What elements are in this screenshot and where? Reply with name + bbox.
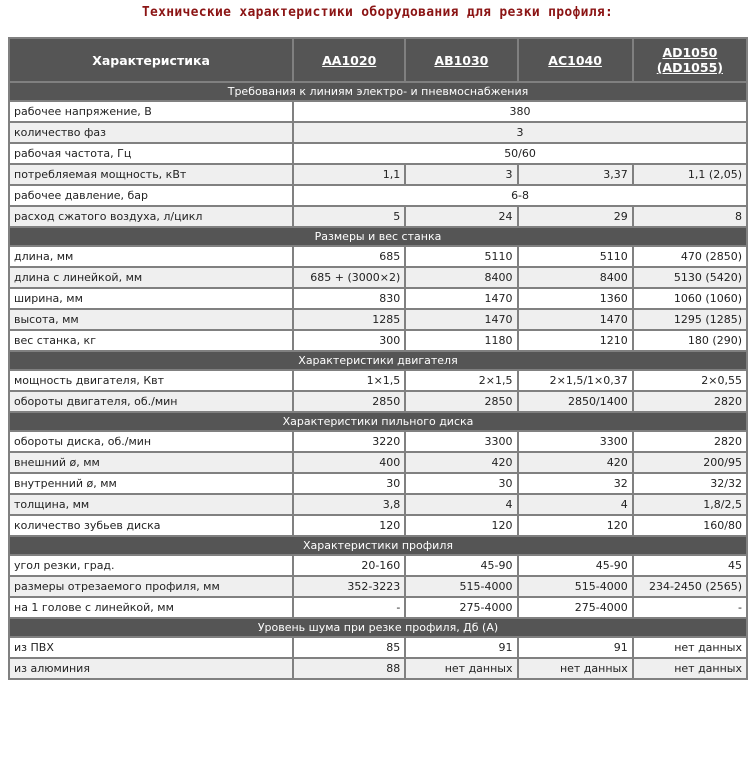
row-label: из ПВХ [10,638,292,657]
table-row [10,268,746,287]
section-header-row [10,537,746,554]
row-label: потребляемая мощность, кВт [10,165,292,184]
section-header-row [10,413,746,430]
table-header-row [10,39,746,81]
row-value-cell: 32/32 [634,474,746,493]
row-value-cell: 20-160 [294,556,404,575]
row-value-cell: 515-4000 [406,577,516,596]
table-row [10,247,746,266]
row-value-cell: 45-90 [519,556,632,575]
row-label: расход сжатого воздуха, л/цикл [10,207,292,226]
row-label: внешний ø, мм [10,453,292,472]
row-value-cell: 1,8/2,5 [634,495,746,514]
row-value-cell: 1295 (1285) [634,310,746,329]
table-row [10,165,746,184]
row-value-cell: 685 [294,247,404,266]
row-value-cell: - [294,598,404,617]
row-value-cell: 1285 [294,310,404,329]
row-label: на 1 голове с линейкой, мм [10,598,292,617]
row-value-cell: 5 [294,207,404,226]
row-value-cell: 3,8 [294,495,404,514]
row-label: вес станка, кг [10,331,292,350]
row-value-cell: 420 [519,453,632,472]
row-value-cell: 1470 [406,289,516,308]
table-row [10,207,746,226]
row-value-cell: 470 (2850) [634,247,746,266]
header-model-ad1050[interactable] [634,39,746,81]
spec-table-body [10,83,746,678]
section-title: Характеристики пильного диска [10,413,746,430]
header-model-ab1030[interactable]: AB1030 [406,39,516,81]
row-label: количество зубьев диска [10,516,292,535]
table-row [10,598,746,617]
row-value-cell: 91 [519,638,632,657]
row-value-cell: 30 [294,474,404,493]
section-title: Требования к линиям электро- и пневмоснабжения [10,83,746,100]
table-row [10,516,746,535]
section-header-row [10,352,746,369]
row-value-cell: 5110 [519,247,632,266]
row-value-cell: 120 [406,516,516,535]
row-value-cell: 275-4000 [519,598,632,617]
row-value-cell: 2×1,5/1×0,37 [519,371,632,390]
row-label: мощность двигателя, Квт [10,371,292,390]
row-value-cell: 830 [294,289,404,308]
row-value-cell: 1470 [519,310,632,329]
row-label: рабочее давление, бар [10,186,292,205]
section-header-row [10,619,746,636]
row-value-cell: 275-4000 [406,598,516,617]
table-row [10,638,746,657]
row-value-cell: 2820 [634,432,746,451]
table-row [10,495,746,514]
row-value-cell: 180 (290) [634,331,746,350]
table-row [10,392,746,411]
row-value-cell: нет данных [406,659,516,678]
row-value-cell: 200/95 [634,453,746,472]
row-value-cell: 1,1 [294,165,404,184]
table-row [10,453,746,472]
row-value-cell: 45-90 [406,556,516,575]
row-value-cell: 1180 [406,331,516,350]
table-row [10,310,746,329]
row-value-cell: 3 [406,165,516,184]
row-label: длина с линейкой, мм [10,268,292,287]
row-value-cell: - [634,598,746,617]
row-value-cell: 8400 [519,268,632,287]
row-value-cell: 400 [294,453,404,472]
row-value-cell: 3,37 [519,165,632,184]
row-merged-value: 6-8 [294,186,746,205]
spec-table [8,37,748,680]
row-value-cell: 8400 [406,268,516,287]
row-merged-value: 50/60 [294,144,746,163]
table-row [10,331,746,350]
row-label: размеры отрезаемого профиля, мм [10,577,292,596]
header-characteristic: Характеристика [10,39,292,81]
table-row [10,432,746,451]
row-label: внутренний ø, мм [10,474,292,493]
row-merged-value: 3 [294,123,746,142]
row-value-cell: 420 [406,453,516,472]
row-value-cell: нет данных [519,659,632,678]
section-title: Характеристики двигателя [10,352,746,369]
row-value-cell: 45 [634,556,746,575]
table-row [10,123,746,142]
row-value-cell: 3300 [519,432,632,451]
row-value-cell: 1060 (1060) [634,289,746,308]
row-value-cell: 4 [406,495,516,514]
row-label: рабочее напряжение, В [10,102,292,121]
row-value-cell: 24 [406,207,516,226]
row-value-cell: 2850 [406,392,516,411]
row-value-cell: 234-2450 (2565) [634,577,746,596]
section-header-row [10,228,746,245]
header-model-ad1050-line2[interactable]: (AD1055) [656,60,723,75]
table-row [10,577,746,596]
row-value-cell: нет данных [634,638,746,657]
row-value-cell: 8 [634,207,746,226]
header-model-aa1020[interactable]: AA1020 [294,39,404,81]
row-value-cell: 30 [406,474,516,493]
row-value-cell: 3220 [294,432,404,451]
row-label: из алюминия [10,659,292,678]
row-value-cell: 1,1 (2,05) [634,165,746,184]
table-row [10,144,746,163]
row-label: обороты диска, об./мин [10,432,292,451]
row-label: угол резки, град. [10,556,292,575]
row-value-cell: 1×1,5 [294,371,404,390]
table-row [10,474,746,493]
row-value-cell: 2×1,5 [406,371,516,390]
row-value-cell: 29 [519,207,632,226]
row-value-cell: 32 [519,474,632,493]
table-row [10,659,746,678]
row-value-cell: 85 [294,638,404,657]
row-value-cell: 4 [519,495,632,514]
table-row [10,186,746,205]
row-value-cell: нет данных [634,659,746,678]
row-value-cell: 1210 [519,331,632,350]
row-value-cell: 1360 [519,289,632,308]
row-value-cell: 120 [519,516,632,535]
section-title: Уровень шума при резке профиля, Дб (А) [10,619,746,636]
row-value-cell: 120 [294,516,404,535]
row-label: ширина, мм [10,289,292,308]
row-label: высота, мм [10,310,292,329]
row-value-cell: 3300 [406,432,516,451]
row-value-cell: 515-4000 [519,577,632,596]
header-model-ad1050-line1[interactable]: AD1050 [662,45,718,60]
table-row [10,556,746,575]
row-value-cell: 160/80 [634,516,746,535]
row-value-cell: 1470 [406,310,516,329]
row-label: количество фаз [10,123,292,142]
table-row [10,289,746,308]
row-value-cell: 2×0,55 [634,371,746,390]
row-label: длина, мм [10,247,292,266]
row-label: толщина, мм [10,495,292,514]
section-title: Характеристики профиля [10,537,746,554]
header-model-ac1040[interactable]: AC1040 [519,39,632,81]
section-header-row [10,83,746,100]
table-row [10,371,746,390]
row-label: обороты двигателя, об./мин [10,392,292,411]
page-title: Технические характеристики оборудования для резки профиля: [141,5,614,20]
row-value-cell: 5110 [406,247,516,266]
row-value-cell: 2820 [634,392,746,411]
row-label: рабочая частота, Гц [10,144,292,163]
row-value-cell: 2850 [294,392,404,411]
row-value-cell: 300 [294,331,404,350]
table-row [10,102,746,121]
row-value-cell: 2850/1400 [519,392,632,411]
row-merged-value: 380 [294,102,746,121]
row-value-cell: 91 [406,638,516,657]
section-title: Размеры и вес станка [10,228,746,245]
row-value-cell: 352-3223 [294,577,404,596]
row-value-cell: 5130 (5420) [634,268,746,287]
row-value-cell: 88 [294,659,404,678]
row-value-cell: 685 + (3000×2) [294,268,404,287]
